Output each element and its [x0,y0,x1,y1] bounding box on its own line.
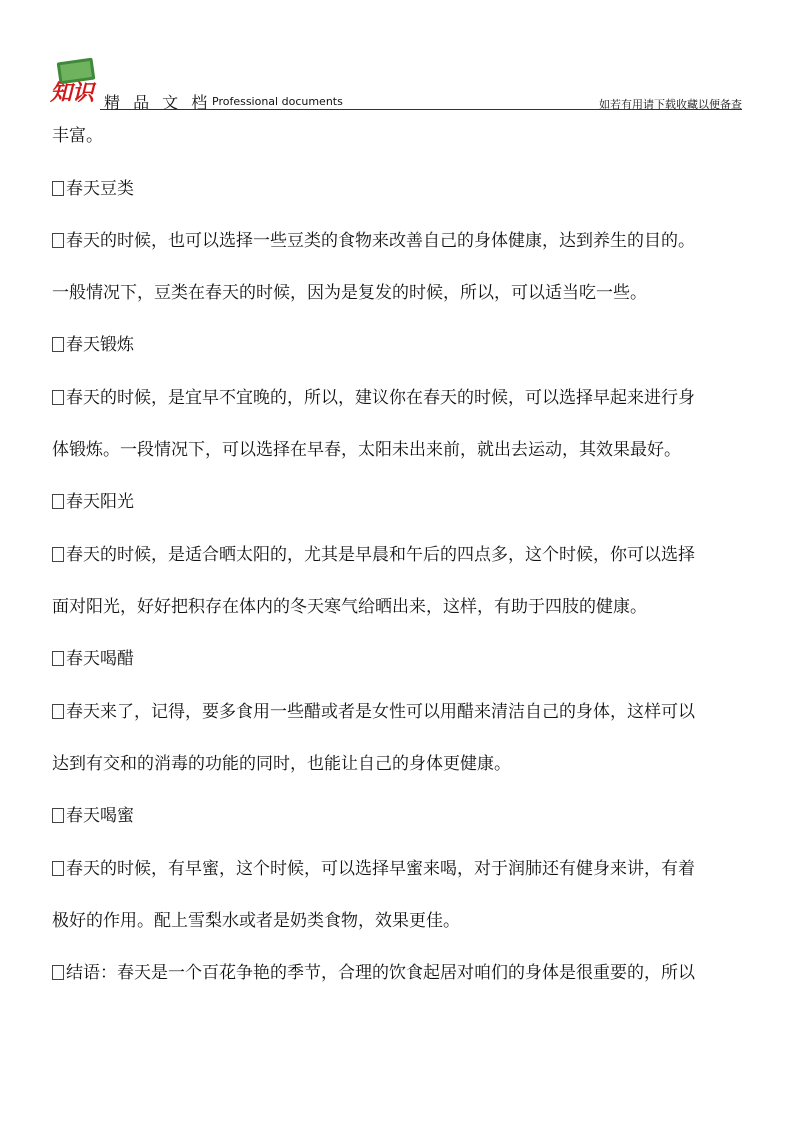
paragraph-line: 春天的时候，有早蜜，这个时候，可以选择早蜜来喝，对于润肺还有健身来讲，有着 [52,857,764,882]
document-body [52,124,764,986]
brand-title: 精 品 文 档 [104,93,212,112]
paragraph-line: 一般情况下，豆类在春天的时候，因为是复发的时候，所以，可以适当吃一些。 [52,283,647,303]
page-header [0,0,794,112]
paragraph-line: 面对阳光，好好把积存在体内的冬天寒气给晒出来，这样，有助于四肢的健康。 [52,597,647,617]
svg-text:知识: 知识 [50,80,95,106]
paragraph-line: 极好的作用。配上雪梨水或者是奶类食物，效果更佳。 [52,911,460,931]
section-heading: 春天豆类 [52,177,764,202]
section-heading: 春天喝醋 [52,647,764,672]
paragraph-line: 体锻炼。一段情况下，可以选择在早春，太阳未出来前，就出去运动，其效果最好。 [52,440,681,460]
paragraph-line: 春天的时候，是宜早不宜晚的，所以，建议你在春天的时候，可以选择早起来进行身 [52,386,764,411]
header-divider [100,109,742,110]
header-note: 如若有用请下载收藏以便备查 [599,98,742,111]
paragraph-line: 达到有交和的消毒的功能的同时，也能让自己的身体更健康。 [52,754,511,774]
paragraph-line: 丰富。 [52,126,103,146]
paragraph-line: 结语：春天是一个百花争艳的季节，合理的饮食起居对咱们的身体是很重要的，所以 [52,961,764,986]
paragraph-line: 春天的时候，是适合晒太阳的，尤其是早晨和午后的四点多，这个时候，你可以选择 [52,543,764,568]
section-heading: 春天锻炼 [52,333,764,358]
paragraph-line: 春天来了，记得，要多食用一些醋或者是女性可以用醋来清洁自己的身体，这样可以 [52,700,764,725]
paragraph-line: 春天的时候，也可以选择一些豆类的食物来改善自己的身体健康，达到养生的目的。 [52,229,764,254]
section-heading: 春天喝蜜 [52,804,764,829]
section-heading: 春天阳光 [52,490,764,515]
book-logo-icon [48,56,100,106]
brand-subtitle: Professional documents [212,95,343,108]
